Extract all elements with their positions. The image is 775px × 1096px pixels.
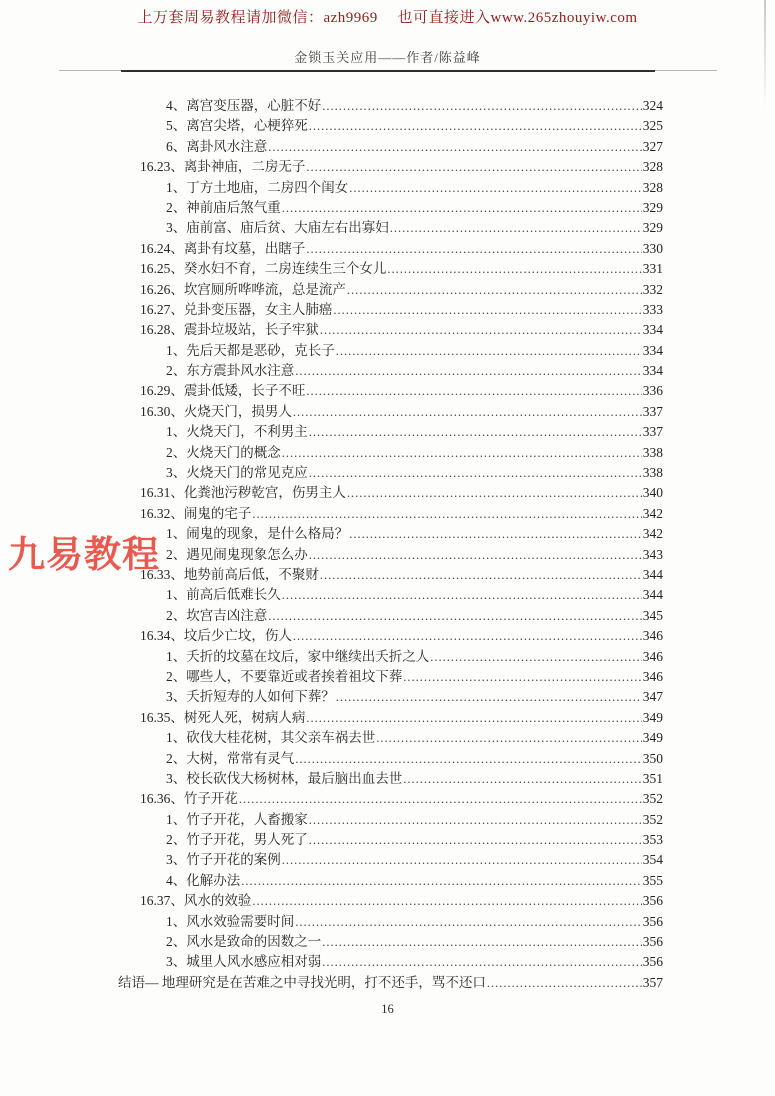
toc-entry-label: 2、东方震卦风水注意 <box>166 363 295 379</box>
toc-entry-page: 350 <box>642 750 663 766</box>
toc-leader-dots <box>487 973 642 993</box>
toc-entry <box>118 178 663 198</box>
toc-entry-page: 329 <box>642 199 663 215</box>
toc-leader-dots <box>309 116 642 136</box>
toc-entry-label: 16.26、坎宫厕所哗哗流，总是流产 <box>140 281 346 297</box>
toc-entry <box>118 218 663 238</box>
scan-edge-artifact <box>764 0 766 110</box>
toc-entry-label: 1、先后天都是恶砂，克长子 <box>166 342 335 358</box>
toc-entry-page: 325 <box>642 118 663 134</box>
toc-entry <box>118 361 663 381</box>
toc-entry-label: 16.32、闹鬼的宅子 <box>140 505 252 521</box>
toc-entry <box>118 667 663 687</box>
toc-entry-label: 6、离卦风水注意 <box>166 138 268 154</box>
toc-entry-page: 346 <box>642 668 663 684</box>
toc-entry <box>118 157 663 177</box>
toc-entry <box>118 545 663 565</box>
toc-entry-label: 16.25、癸水妇不育，二房连续生三个女儿 <box>140 261 387 277</box>
toc-leader-dots <box>430 647 642 667</box>
toc-leader-dots <box>333 300 641 320</box>
toc-entry <box>118 483 663 503</box>
toc-entry <box>118 504 663 524</box>
toc-leader-dots <box>322 96 642 116</box>
toc-entry-page: 352 <box>642 811 663 827</box>
toc-entry-page: 334 <box>642 322 663 338</box>
toc-entry-label: 2、遇见闹鬼现象怎么办 <box>166 546 308 562</box>
toc-leader-dots <box>309 830 642 850</box>
toc-entry-label: 16.34、坟后少亡坟，伤人 <box>140 628 292 644</box>
toc-leader-dots <box>309 463 642 483</box>
toc-entry <box>118 687 663 707</box>
toc-entry-page: 331 <box>642 261 663 277</box>
toc-leader-dots <box>295 749 642 769</box>
toc-entry <box>118 850 663 870</box>
toc-entry-label: 3、校长砍伐大杨树林，最后脑出血去世 <box>166 770 403 786</box>
toc-entry-page: 356 <box>642 934 663 950</box>
toc-entry-page: 345 <box>642 607 663 623</box>
toc-entry <box>118 381 663 401</box>
toc-entry-page: 356 <box>642 954 663 970</box>
toc-leader-dots <box>295 361 642 381</box>
toc-entry <box>118 789 663 809</box>
toc-leader-dots <box>349 178 642 198</box>
toc-entry-label: 16.37、风水的效验 <box>140 893 252 909</box>
toc-entry-page: 328 <box>642 179 663 195</box>
toc-entry-label: 16.35、树死人死，树病人病 <box>140 709 306 725</box>
toc-entry <box>118 708 663 728</box>
toc-entry <box>118 300 663 320</box>
toc-leader-dots <box>347 483 642 503</box>
toc-leader-dots <box>309 422 642 442</box>
toc-entry-page: 356 <box>642 893 663 909</box>
toc-entry-label: 3、竹子开花的案例 <box>166 852 281 868</box>
toc-entry <box>118 443 663 463</box>
toc-entry-label: 1、风水效验需要时间 <box>166 913 295 929</box>
toc-entry-page: 338 <box>642 465 663 481</box>
toc-entry-page: 356 <box>642 913 663 929</box>
toc-entry-page: 344 <box>642 587 663 603</box>
toc-entry-page: 349 <box>642 709 663 725</box>
toc-leader-dots <box>282 443 642 463</box>
toc-entry-page: 340 <box>642 485 663 501</box>
toc-leader-dots <box>347 280 642 300</box>
toc-leader-dots <box>322 952 642 972</box>
toc-entry-page: 355 <box>642 872 663 888</box>
header-rule <box>121 70 655 72</box>
toc-leader-dots <box>336 687 642 707</box>
toc-entry-page: 343 <box>642 546 663 562</box>
watermark-stamp: 九易教程 <box>8 534 160 575</box>
toc-leader-dots <box>282 198 642 218</box>
toc-entry <box>118 96 663 116</box>
toc-entry-label: 1、夭折的坟墓在坟后，家中继续出夭折之人 <box>166 648 430 664</box>
toc-entry-label: 1、前高后低难长久 <box>166 587 281 603</box>
toc-entry-page: 352 <box>642 791 663 807</box>
toc-entry-label: 2、风水是致命的因数之一 <box>166 934 322 950</box>
toc-entry <box>118 320 663 340</box>
toc-entry <box>118 647 663 667</box>
toc-leader-dots <box>252 891 641 911</box>
toc-entry-page: 332 <box>642 281 663 297</box>
toc-entry <box>118 891 663 911</box>
toc-entry-label: 结语— 地理研究是在苦难之中寻找光明，打不还手，骂不还口 <box>118 974 486 990</box>
toc-leader-dots <box>293 402 642 422</box>
toc-entry-page: 346 <box>642 628 663 644</box>
toc-entry <box>118 280 663 300</box>
toc-entry-label: 16.24、离卦有坟墓，出瞎子 <box>140 240 306 256</box>
toc-leader-dots <box>336 341 642 361</box>
toc-entry-page: 346 <box>642 648 663 664</box>
toc-entry-page: 333 <box>642 301 663 317</box>
toc-entry-page: 327 <box>642 138 663 154</box>
toc-leader-dots <box>295 912 642 932</box>
toc-entry <box>118 973 663 993</box>
toc-entry <box>118 871 663 891</box>
toc-leader-dots <box>376 728 642 748</box>
toc-leader-dots <box>282 850 642 870</box>
toc-entry <box>118 830 663 850</box>
toc-entry-label: 2、哪些人，不要靠近或者挨着祖坟下葬 <box>166 668 403 684</box>
toc-entry-label: 2、火烧天门的概念 <box>166 444 281 460</box>
table-of-contents <box>118 96 663 993</box>
toc-leader-dots <box>282 585 642 605</box>
toc-entry-label: 16.29、震卦低矮，长子不旺 <box>140 383 306 399</box>
toc-leader-dots <box>268 137 642 157</box>
toc-entry <box>118 606 663 626</box>
toc-leader-dots <box>293 626 642 646</box>
toc-entry-page: 328 <box>642 159 663 175</box>
toc-entry-page: 342 <box>642 526 663 542</box>
toc-entry <box>118 912 663 932</box>
toc-leader-dots <box>320 565 642 585</box>
toc-entry <box>118 259 663 279</box>
toc-entry <box>118 810 663 830</box>
toc-entry <box>118 626 663 646</box>
toc-leader-dots <box>306 708 641 728</box>
toc-entry-page: 351 <box>642 770 663 786</box>
toc-leader-dots <box>252 504 641 524</box>
toc-leader-dots <box>241 871 642 891</box>
toc-leader-dots <box>309 545 642 565</box>
promo-banner-text: 上万套周易教程请加微信：azh9969 也可直接进入www.265zhouyiw.com <box>137 10 638 26</box>
toc-entry-label: 16.30、火烧天门，损男人 <box>140 403 292 419</box>
toc-entry <box>118 952 663 972</box>
toc-entry-label: 2、大树，常常有灵气 <box>166 750 295 766</box>
toc-entry-label: 3、夭折短寿的人如何下葬？ <box>166 689 335 705</box>
page-number: 16 <box>381 1002 394 1016</box>
toc-entry <box>118 749 663 769</box>
toc-entry-label: 2、坎宫吉凶注意 <box>166 607 268 623</box>
toc-entry-page: 337 <box>642 424 663 440</box>
toc-leader-dots <box>387 259 641 279</box>
toc-leader-dots <box>403 769 642 789</box>
toc-entry <box>118 728 663 748</box>
toc-leader-dots <box>306 157 641 177</box>
toc-entry-label: 2、神前庙后煞气重 <box>166 199 281 215</box>
toc-entry-page: 337 <box>642 403 663 419</box>
toc-entry-page: 342 <box>642 505 663 521</box>
toc-leader-dots <box>403 667 642 687</box>
toc-leader-dots <box>320 320 642 340</box>
header-title: 金锁玉关应用——作者/陈益峰 <box>294 50 481 65</box>
toc-entry-label: 3、城里人风水感应相对弱 <box>166 954 322 970</box>
toc-entry-label: 1、砍伐大桂花树，其父亲车祸去世 <box>166 730 376 746</box>
toc-entry-label: 16.23、离卦神庙，二房无子 <box>140 159 306 175</box>
toc-entry <box>118 422 663 442</box>
toc-entry-page: 324 <box>642 98 663 113</box>
toc-entry-label: 16.28、震卦垃圾站，长子牢狱 <box>140 322 319 338</box>
toc-leader-dots <box>239 789 642 809</box>
toc-leader-dots <box>322 932 642 952</box>
toc-entry <box>118 932 663 952</box>
toc-entry <box>118 463 663 483</box>
toc-entry-page: 353 <box>642 832 663 848</box>
toc-entry-label: 1、闹鬼的现象，是什么格局？ <box>166 526 349 542</box>
toc-entry-page: 349 <box>642 730 663 746</box>
toc-entry-label: 2、竹子开花，男人死了 <box>166 832 308 848</box>
toc-entry-page: 344 <box>642 566 663 582</box>
toc-entry-label: 4、离宫变压器，心脏不好 <box>166 98 322 113</box>
toc-entry <box>118 524 663 544</box>
toc-leader-dots <box>309 810 642 830</box>
toc-entry-label: 5、离宫尖塔，心梗猝死 <box>166 118 308 134</box>
toc-entry-label: 3、火烧天门的常见克应 <box>166 465 308 481</box>
toc-leader-dots <box>268 606 642 626</box>
toc-entry-page: 347 <box>642 689 663 705</box>
toc-entry <box>118 198 663 218</box>
toc-entry-page: 330 <box>642 240 663 256</box>
page-header <box>0 47 775 72</box>
toc-entry-page: 329 <box>642 220 663 236</box>
toc-entry <box>118 341 663 361</box>
toc-entry-label: 16.27、兑卦变压器，女主人肺癌 <box>140 301 333 317</box>
toc-entry-page: 334 <box>642 342 663 358</box>
toc-leader-dots <box>349 524 642 544</box>
toc-entry-label: 1、丁方土地庙，二房四个闺女 <box>166 179 349 195</box>
toc-entry-page: 336 <box>642 383 663 399</box>
toc-entry-label: 1、竹子开花，人畜搬家 <box>166 811 308 827</box>
toc-entry-page: 357 <box>642 974 663 990</box>
toc-entry-page: 334 <box>642 363 663 379</box>
toc-entry <box>118 402 663 422</box>
toc-leader-dots <box>306 239 641 259</box>
toc-entry-label: 16.36、竹子开花 <box>140 791 238 807</box>
toc-entry-label: 16.33、地势前高后低，不聚财 <box>140 566 319 582</box>
toc-entry <box>118 585 663 605</box>
toc-entry <box>118 137 663 157</box>
toc-entry <box>118 239 663 259</box>
toc-entry-label: 4、化解办法 <box>166 872 241 888</box>
toc-entry <box>118 565 663 585</box>
toc-entry-label: 16.31、化粪池污秽乾宫，伤男主人 <box>140 485 346 501</box>
toc-entry-label: 1、火烧天门，不利男主 <box>166 424 308 440</box>
toc-entry <box>118 116 663 136</box>
toc-entry-label: 3、庙前富、庙后贫、大庙左右出寡妇 <box>166 220 389 236</box>
toc-entry-page: 338 <box>642 444 663 460</box>
toc-entry-page: 354 <box>642 852 663 868</box>
toc-leader-dots <box>306 381 641 401</box>
toc-entry <box>118 769 663 789</box>
toc-leader-dots <box>390 218 642 238</box>
